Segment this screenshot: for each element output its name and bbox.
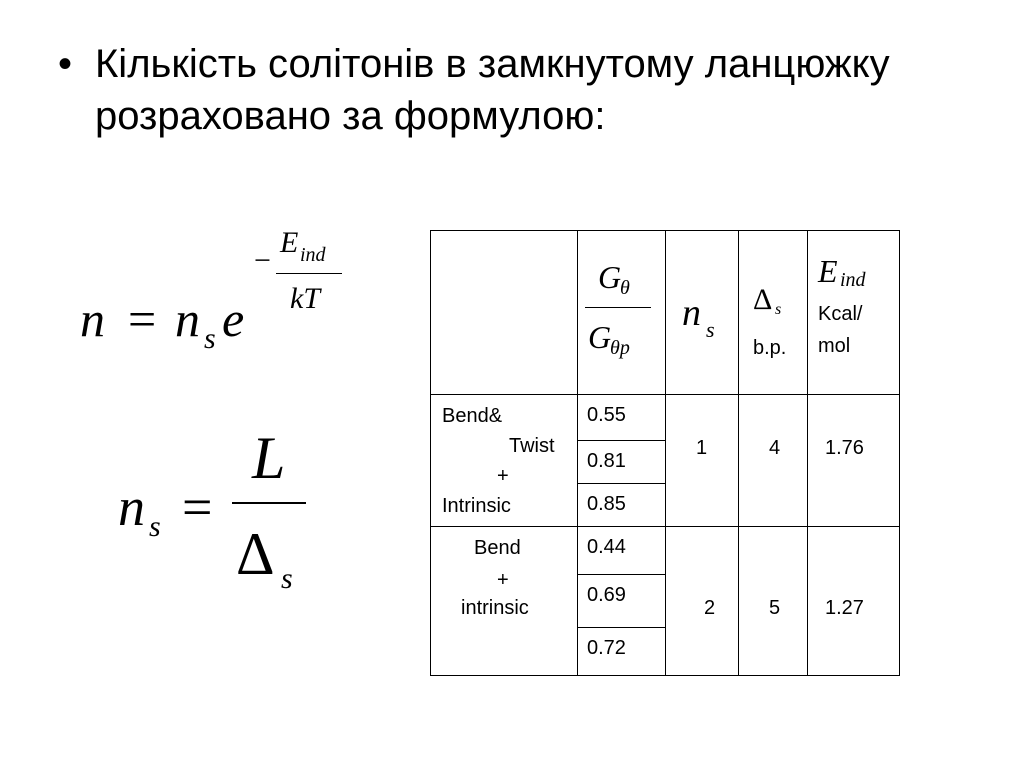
group1-value-1: 0.55 xyxy=(578,395,666,441)
header-energy-unit-1: Kcal/ xyxy=(818,303,863,325)
group2-energy: 1.27 xyxy=(825,597,864,619)
formula1-n: n xyxy=(80,291,105,347)
group2-label-1: Bend xyxy=(474,537,521,559)
group2-label-cell xyxy=(431,527,578,676)
group1-label-2: Twist xyxy=(509,435,555,457)
group1-label-4: Intrinsic xyxy=(442,495,511,517)
formula1-exp-kT: kT xyxy=(290,282,320,315)
header-energy-unit-2: mol xyxy=(818,335,851,357)
header-g-denominator-sub: θp xyxy=(610,337,630,359)
group2-label-2: + xyxy=(497,569,509,591)
group1-energy-cell xyxy=(808,395,900,527)
group1-delta: 4 xyxy=(769,437,781,459)
table-row xyxy=(431,527,900,575)
group1-delta-cell xyxy=(739,395,808,527)
table-header-row xyxy=(431,231,900,395)
group2-ns: 2 xyxy=(704,597,716,619)
header-empty-cell xyxy=(431,231,578,395)
group2-delta: 5 xyxy=(769,597,781,619)
formula1-fraction-bar xyxy=(276,273,342,274)
formula1-equals: = xyxy=(128,291,157,347)
header-delta-sub: s xyxy=(775,301,782,318)
header-ns-sub: s xyxy=(706,317,715,342)
header-energy: E xyxy=(818,253,838,289)
bullet-text: Кількість солітонів в замкнутому ланцюжку розраховано за формулою: xyxy=(95,42,890,138)
formula2-fraction-bar xyxy=(232,502,306,504)
group2-value-1: 0.44 xyxy=(578,527,666,575)
formula1-exp-ind: ind xyxy=(300,244,326,266)
formula2-equals: = xyxy=(182,477,213,537)
group1-label-cell xyxy=(431,395,578,527)
formula2-L: L xyxy=(252,425,286,491)
table-row xyxy=(431,395,900,441)
header-fraction-bar xyxy=(585,307,651,308)
group2-ns-cell xyxy=(666,527,739,676)
group2-energy-cell xyxy=(808,527,900,676)
group1-ns-cell xyxy=(666,395,739,527)
group1-ns: 1 xyxy=(696,437,708,459)
formula1-ns-sub: s xyxy=(204,322,216,355)
formula2-delta-sub: s xyxy=(281,562,293,595)
header-ns: n xyxy=(682,292,701,334)
formula2-delta: Δ xyxy=(236,521,275,587)
header-energy-sub: ind xyxy=(840,269,866,291)
header-g-denominator: G xyxy=(588,319,612,355)
header-energy-cell xyxy=(808,231,900,395)
header-g-numerator: G xyxy=(598,259,622,295)
group2-value-3: 0.72 xyxy=(578,627,666,675)
formula1-minus: − xyxy=(254,244,271,277)
formula2-n-sub: s xyxy=(149,510,161,543)
group2-delta-cell xyxy=(739,527,808,676)
header-delta: Δ xyxy=(753,283,773,316)
group1-value-3: 0.85 xyxy=(578,483,666,526)
header-g-numerator-sub: θ xyxy=(620,277,630,299)
formula1-ns-n: n xyxy=(175,291,200,347)
group1-value-2: 0.81 xyxy=(578,441,666,483)
group1-energy: 1.76 xyxy=(825,437,864,459)
bullet-marker: • xyxy=(58,42,73,86)
header-delta-unit: b.p. xyxy=(753,337,787,359)
header-delta-cell xyxy=(739,231,808,395)
group1-label-1: Bend& xyxy=(442,405,503,427)
group2-label-3: intrinsic xyxy=(461,597,529,619)
results-table xyxy=(430,230,900,676)
header-ratio-cell xyxy=(578,231,666,395)
group2-value-2: 0.69 xyxy=(578,575,666,627)
group1-label-3: + xyxy=(497,465,509,487)
formula2-n: n xyxy=(118,477,145,537)
header-ns-cell xyxy=(666,231,739,395)
formula1-exp-E: E xyxy=(280,226,299,259)
formula1-e: e xyxy=(222,291,245,347)
